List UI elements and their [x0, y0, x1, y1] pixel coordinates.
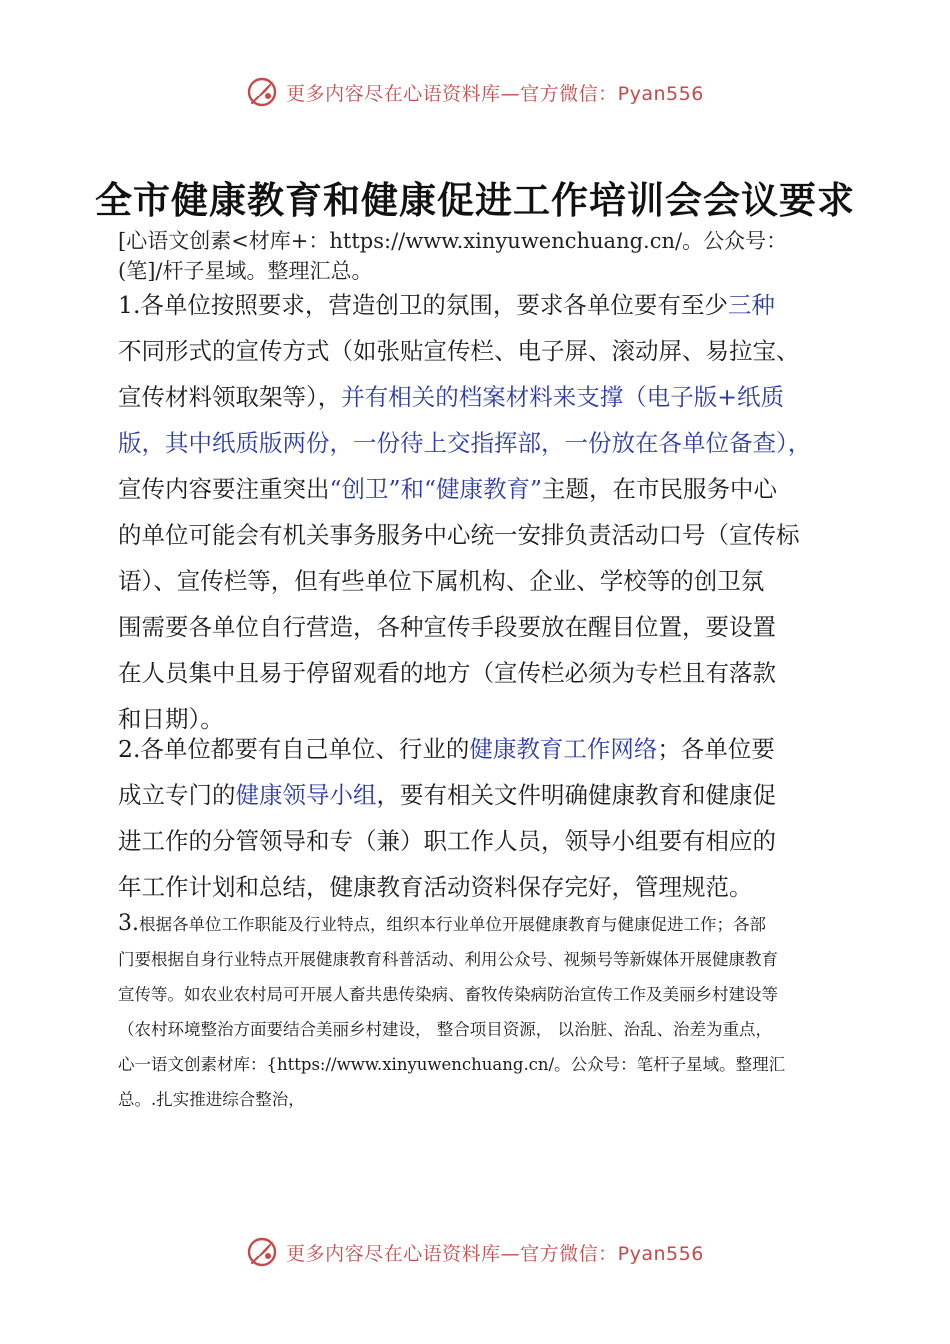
quill-logo-icon — [246, 76, 278, 108]
paragraph-1-line — [118, 466, 848, 512]
header-banner — [0, 72, 950, 112]
paragraph-3-line: （农村环境整治方面要结合美丽乡村建设， 整合项目资源， 以治脏、治乱、治差为重点， — [118, 1020, 772, 1039]
source-note-line-1: [心语文创素<材库+：https://www.xinyuwenchuang.cn/。公众号： — [118, 229, 788, 253]
text-run: 主题，在市民服务中心 — [542, 475, 778, 503]
text-run: ，要有相关文件明确健康教育和健康促 — [376, 781, 776, 809]
highlight-run: “创卫”和“健康教育” — [329, 475, 543, 503]
text-run: 1.各单位按照要求，营造创卫的氛围，要求各单位要有至少 — [118, 291, 728, 319]
paragraph-3-line: 心一语文创素材库：{https://www.xinyuwenchuang.cn/。公众号：笔杆子星域。整理汇 — [118, 1055, 786, 1074]
highlight-run: 健康领导小组 — [235, 781, 377, 809]
paragraph-1-line: 的单位可能会有机关事务服务中心统一安排负责活动口号（宣传标 — [118, 521, 800, 549]
text-run: 成立专门的 — [118, 781, 236, 809]
paragraph-1 — [118, 282, 848, 742]
paragraph-3 — [118, 906, 838, 1117]
paragraph-1-line: 语）、宣传栏等，但有些单位下属机构、企业、学校等的创卫氛 — [118, 567, 765, 595]
paragraph-3-line: 总。.扎实推进综合整治， — [118, 1090, 305, 1109]
text-run: 宣传内容要注重突出 — [118, 475, 330, 503]
text-run: 根据各单位工作职能及行业特点，组织本行业单位开展健康教育与健康促进工作；各部 — [139, 915, 766, 934]
text-run: ；各单位要 — [657, 735, 775, 763]
source-note-line-2: (笔]/杆子星域。整理汇总。 — [118, 259, 373, 283]
paragraph-2 — [118, 726, 848, 910]
paragraph-2-line: 年工作计划和总结，健康教育活动资料保存完好，管理规范。 — [118, 873, 753, 901]
highlight-run: 健康教育工作网络 — [469, 735, 658, 763]
footer-banner — [0, 1232, 950, 1272]
paragraph-1-line — [118, 282, 848, 328]
text-run: 2.各单位都要有自己单位、行业的 — [118, 735, 470, 763]
paragraph-1-line: 不同形式的宣传方式（如张贴宣传栏、电子屏、滚动屏、易拉宝、 — [118, 337, 800, 365]
paragraph-2-line — [118, 772, 848, 818]
paragraph-3-line: 门要根据自身行业特点开展健康教育科普活动、利用公众号、视频号等新媒体开展健康教育 — [118, 950, 778, 969]
banner-text: 更多内容尽在心语资料库—官方微信：Pyan556 — [286, 82, 704, 105]
paragraph-1-line: 和日期）。 — [118, 705, 224, 733]
highlight-run: 三种 — [727, 291, 775, 319]
paragraph-2-line: 进工作的分管领导和专（兼）职工作人员，领导小组要有相应的 — [118, 827, 776, 855]
quill-logo-icon — [246, 1236, 278, 1268]
banner-text: 更多内容尽在心语资料库—官方微信：Pyan556 — [286, 1242, 704, 1265]
paragraph-1-line — [118, 374, 848, 420]
paragraph-3-line: 宣传等。如农业农村局可开展人畜共患传染病、畜牧传染病防治宣传工作及美丽乡村建设等 — [118, 985, 778, 1004]
paragraph-2-line — [118, 726, 848, 772]
list-number: 3. — [118, 911, 139, 936]
paragraph-1-line: 围需要各单位自行营造，各种宣传手段要放在醒目位置，要设置 — [118, 613, 776, 641]
highlight-run: 并有相关的档案材料来支撑（电子版+纸质 — [341, 383, 784, 411]
text-run: 宣传材料领取架等）， — [118, 383, 342, 411]
document-title: 全市健康教育和健康促进工作培训会会议要求 — [95, 178, 855, 222]
paragraph-1-line: 版，其中纸质版两份，一份待上交指挥部，一份放在各单位备查）， — [118, 429, 812, 457]
paragraph-1-line: 在人员集中且易于停留观看的地方（宣传栏必须为专栏且有落款 — [118, 659, 776, 687]
paragraph-3-line — [118, 906, 838, 942]
